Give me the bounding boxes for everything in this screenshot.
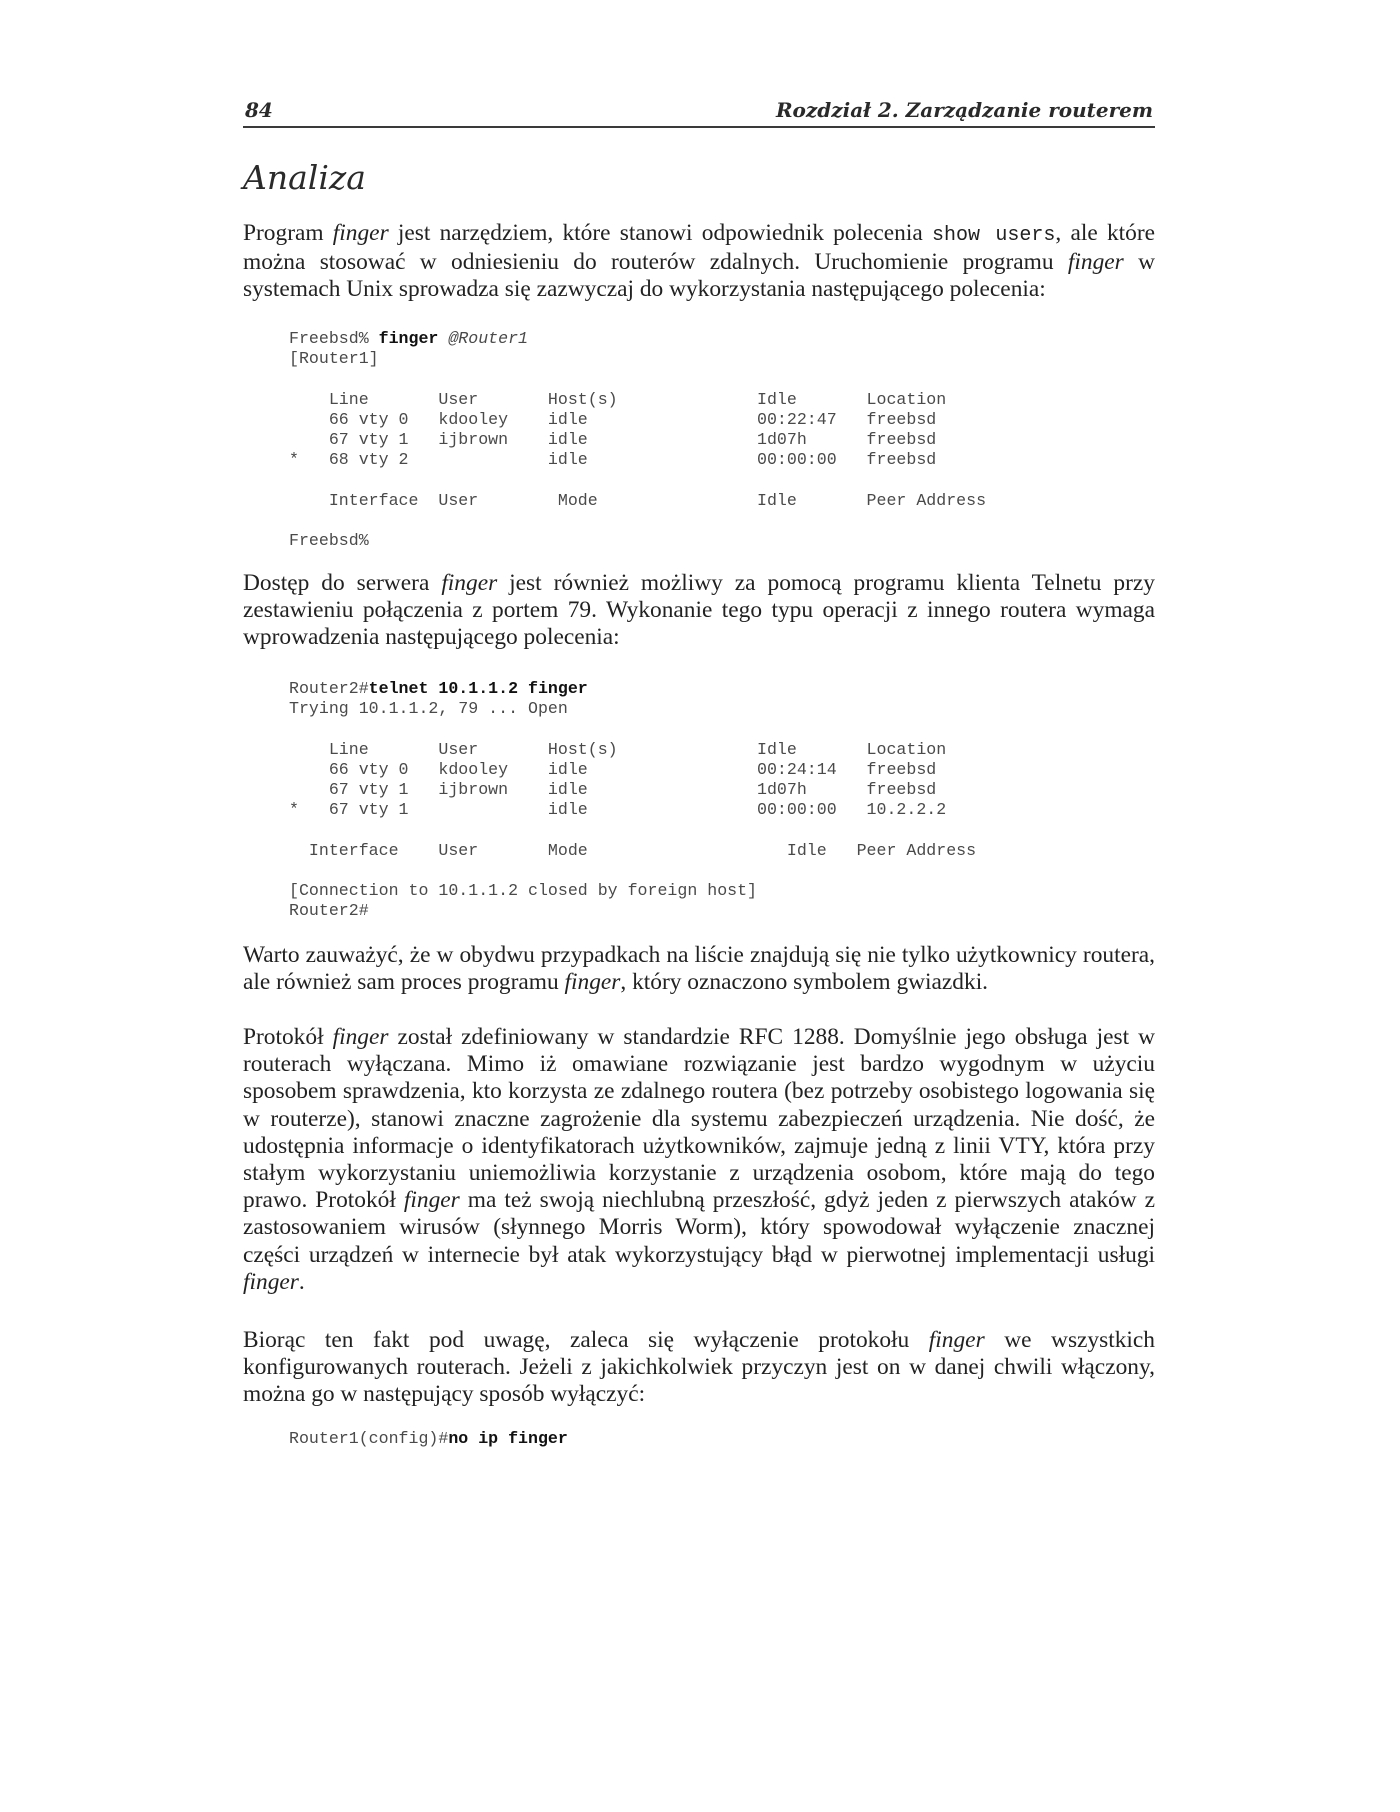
- term-finger: finger: [564, 969, 621, 996]
- book-page: [243, 92, 1156, 1448]
- code-block-telnet: [289, 679, 1149, 921]
- text: Dostęp do serwera: [243, 570, 442, 596]
- text: , który oznaczono symbolem gwiazdki.: [620, 969, 989, 996]
- code-line: 66 vty 0 kdooley idle 00:24:14 freebsd: [289, 759, 937, 779]
- text: jest również możliwy za pomocą programu klienta Telnetu przy zestawieniu połączenia z portem 79. Wykonanie tego typu operacji z innego routera wymaga wprowadzenia następującego polecenia:: [243, 570, 1155, 651]
- paragraph-intro: [243, 220, 1155, 304]
- code-line: Freebsd%: [289, 531, 369, 551]
- code-command: no ip finger: [448, 1429, 568, 1448]
- code-prompt: Freebsd%: [289, 329, 379, 348]
- text: Warto zauważyć, że w obydwu przypadkach na liście znajdują się nie tylko użytkownicy routera, ale również sam proces programu: [243, 942, 1155, 996]
- code-block-disable: [289, 1429, 1149, 1449]
- term-finger: finger: [403, 1187, 460, 1214]
- text: w systemach Unix sprowadza się zazwyczaj do wykorzystania następującego polecenia:: [243, 249, 1155, 303]
- code-line: Line User Host(s) Idle Location: [289, 739, 947, 759]
- term-finger: finger: [332, 1024, 389, 1050]
- term-finger: finger: [928, 1327, 985, 1353]
- code-line: Line User Host(s) Idle Location: [289, 389, 947, 409]
- paragraph-protocol: [243, 1024, 1155, 1296]
- code-command: finger: [378, 329, 439, 348]
- code-argument: @Router1: [438, 329, 528, 348]
- code-line: Interface User Mode Idle Peer Address: [289, 490, 987, 510]
- text: Program: [243, 220, 333, 246]
- code-line: [Connection to 10.1.1.2 closed by foreign host]: [289, 881, 758, 901]
- text: , ale które można stosować w odniesieniu do routerów zdalnych. Uruchomienie programu: [243, 220, 1156, 276]
- code-line: Trying 10.1.1.2, 79 ... Open: [289, 699, 568, 719]
- chapter-title: Rozdział 2. Zarządzanie routerem: [775, 98, 1153, 122]
- term-finger: finger: [332, 220, 389, 246]
- term-finger: finger: [243, 1268, 299, 1295]
- code-line: [Router1]: [289, 349, 379, 369]
- code-command: telnet 10.1.1.2 finger: [368, 679, 588, 698]
- text: jest narzędziem, które stanowi odpowiednik polecenia: [388, 220, 932, 246]
- code-line: 67 vty 1 ijbrown idle 1d07h freebsd: [289, 780, 937, 800]
- text: Biorąc ten fakt pod uwagę, zaleca się wyłączenie protokołu: [243, 1327, 929, 1353]
- code-line: 66 vty 0 kdooley idle 00:22:47 freebsd: [289, 409, 937, 429]
- term-finger: finger: [441, 570, 498, 596]
- term-finger: finger: [1067, 249, 1124, 276]
- code-block-finger: [289, 329, 1149, 551]
- code-line: 67 vty 1 ijbrown idle 1d07h freebsd: [289, 430, 937, 450]
- inline-code: show users: [931, 224, 1056, 247]
- text: we wszystkich konfigurowanych routerach. Jeżeli z jakichkolwiek przyczyn jest on w danej chwili włączony, można go w następujący sposób wyłączyć:: [243, 1327, 1155, 1408]
- paragraph-note: [243, 942, 1155, 996]
- text: .: [298, 1268, 305, 1295]
- paragraph-telnet: [243, 570, 1155, 652]
- code-line: Interface User Mode Idle Peer Address: [289, 840, 977, 860]
- code-line: * 68 vty 2 idle 00:00:00 freebsd: [289, 450, 937, 470]
- paragraph-recommendation: [243, 1327, 1155, 1409]
- code-prompt: Router1(config)#: [289, 1429, 449, 1448]
- code-line: * 67 vty 1 idle 00:00:00 10.2.2.2: [289, 800, 947, 820]
- code-line: Router2#: [289, 901, 369, 921]
- text: Protokół: [243, 1024, 333, 1050]
- text: ma też swoją niechlubną przeszłość, gdyż jeden z pierwszych ataków z zastosowaniem wirusów (słynnego Morris Worm), który spowodował wyłączenie znacznej części urządzeń w internecie był atak wykorzystujący błąd w pierwotnej implementacji usługi: [243, 1187, 1156, 1268]
- text: został zdefiniowany w standardzie RFC 1288. Domyślnie jego obsługa jest w routerach wyłączana. Mimo iż omawiane rozwiązanie jest bardzo wygodnym w użyciu sposobem sprawdzenia, kto korzysta ze zdalnego routera (bez potrzeby osobistego logowania się w routerze), stanowi znaczne zagrożenie dla systemu zabezpieczeń urządzenia. Nie dość, że udostępnia informacje o identyfikatorach użytkowników, zajmuje jedną z linii VTY, która przy stałym wykorzystaniu uniemożliwia korzystanie z urządzenia osobom, które mają do tego prawo. Protokół: [243, 1024, 1155, 1214]
- section-title: Analiza: [243, 158, 366, 197]
- page-number: 84: [245, 98, 273, 122]
- running-header: [243, 92, 1155, 128]
- code-prompt: Router2#: [289, 679, 369, 698]
